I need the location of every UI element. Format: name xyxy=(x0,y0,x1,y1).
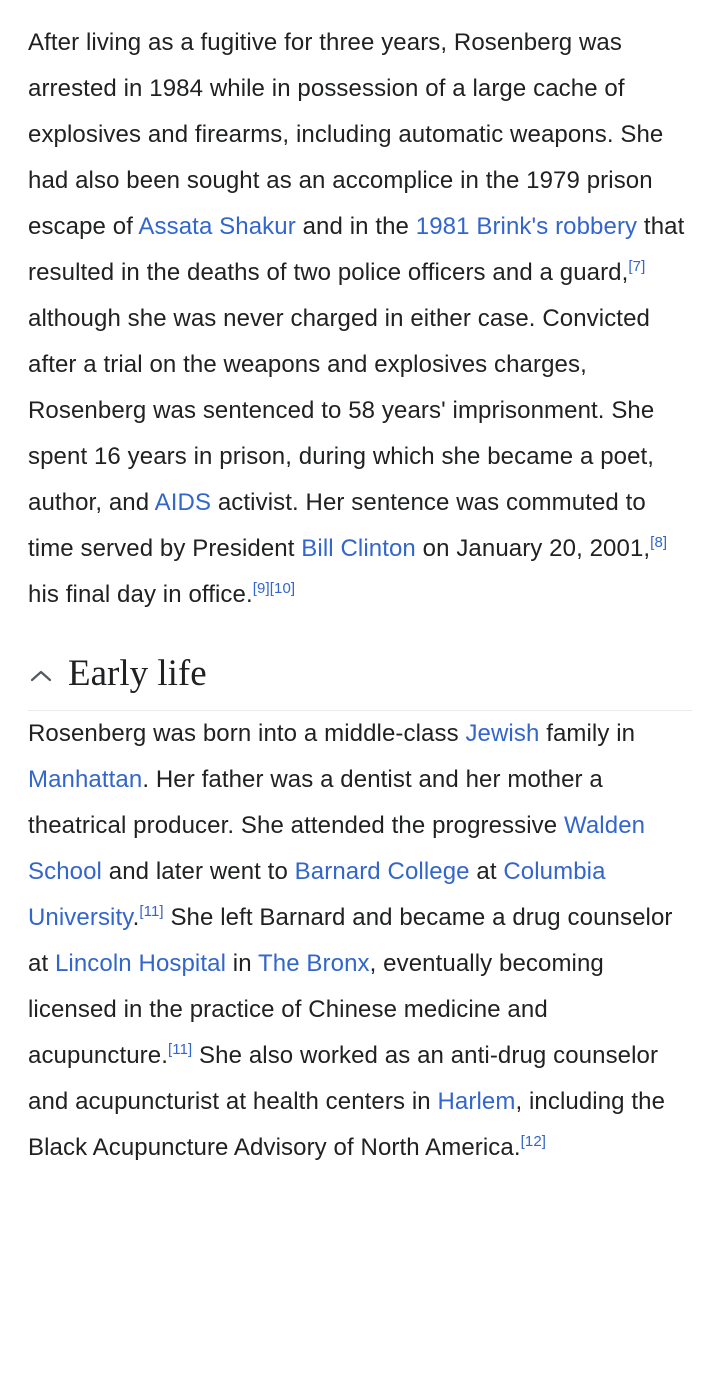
wiki-link[interactable]: AIDS xyxy=(154,489,212,516)
citation-reference[interactable] xyxy=(270,580,295,597)
wiki-link[interactable]: Manhattan xyxy=(28,766,143,794)
wiki-link[interactable]: Harlem xyxy=(437,1088,516,1116)
wiki-link[interactable]: 1981 Brink's robbery xyxy=(415,213,638,240)
citation-link[interactable]: [11] xyxy=(167,1041,193,1059)
citation-reference[interactable] xyxy=(628,258,645,275)
paragraph-lead-continued: After living as a fugitive for three years, Rosenberg was arrested in 1984 while in possession of a large cache of explosives and firearms, including automatic weapons. She had also been sought as an accomplice in the 1979 prison escape of Assata Shakur and in the 1981 Brink's robbery that resulted in the deaths of two police officers and a guard,[7] although she was never charged in either case. Convicted after a trial on the weapons and explosives charges, Rosenberg was sentenced to 58 years' imprisonment. She spent 16 years in prison, during which she became a poet, author, and AIDS activist. Her sentence was commuted to time served by President Bill Clinton on January 20, 2001,[8] his final day in office.[9][10] xyxy=(28,29,685,608)
citation-link[interactable]: [10] xyxy=(269,580,296,597)
section-title: Early life xyxy=(68,653,207,694)
wiki-link[interactable]: Walden School xyxy=(28,812,646,886)
citation-reference[interactable] xyxy=(139,903,163,920)
citation-link[interactable]: [12] xyxy=(520,1133,547,1151)
wiki-link[interactable]: Barnard College xyxy=(294,858,470,886)
paragraph-early-life: Rosenberg was born into a middle-class Jewish family in Manhattan. Her father was a dentist and her mother a theatrical producer. She attended the progressive Walden School and later went to Barnard College at Columbia University.[11] She left Barnard and became a drug counselor at Lincoln Hospital in The Bronx, eventually becoming licensed in the practice of Chinese medicine and acupuncture.[11] She also worked as an anti-drug counselor and acupuncturist at health centers in Harlem, including the Black Acupuncture Advisory of North America.[12] xyxy=(28,720,673,1162)
wiki-link[interactable]: The Bronx xyxy=(258,950,370,978)
section-header-early-life xyxy=(28,652,692,711)
wiki-link[interactable]: Lincoln Hospital xyxy=(54,950,227,978)
citation-link[interactable]: [8] xyxy=(650,534,668,551)
citation-link[interactable]: [11] xyxy=(139,903,164,921)
citation-link[interactable]: [9] xyxy=(252,580,270,597)
wiki-link[interactable]: Columbia University xyxy=(28,858,606,932)
citation-reference[interactable] xyxy=(168,1041,192,1058)
citation-reference[interactable] xyxy=(253,580,270,597)
wiki-link[interactable]: Assata Shakur xyxy=(138,213,296,240)
citation-reference[interactable] xyxy=(650,534,667,551)
citation-reference[interactable] xyxy=(521,1133,546,1150)
wiki-link[interactable]: Jewish xyxy=(465,720,540,748)
wiki-link[interactable]: Bill Clinton xyxy=(301,535,416,562)
citation-link[interactable]: [7] xyxy=(628,258,646,275)
chevron-up-icon[interactable] xyxy=(28,664,54,690)
